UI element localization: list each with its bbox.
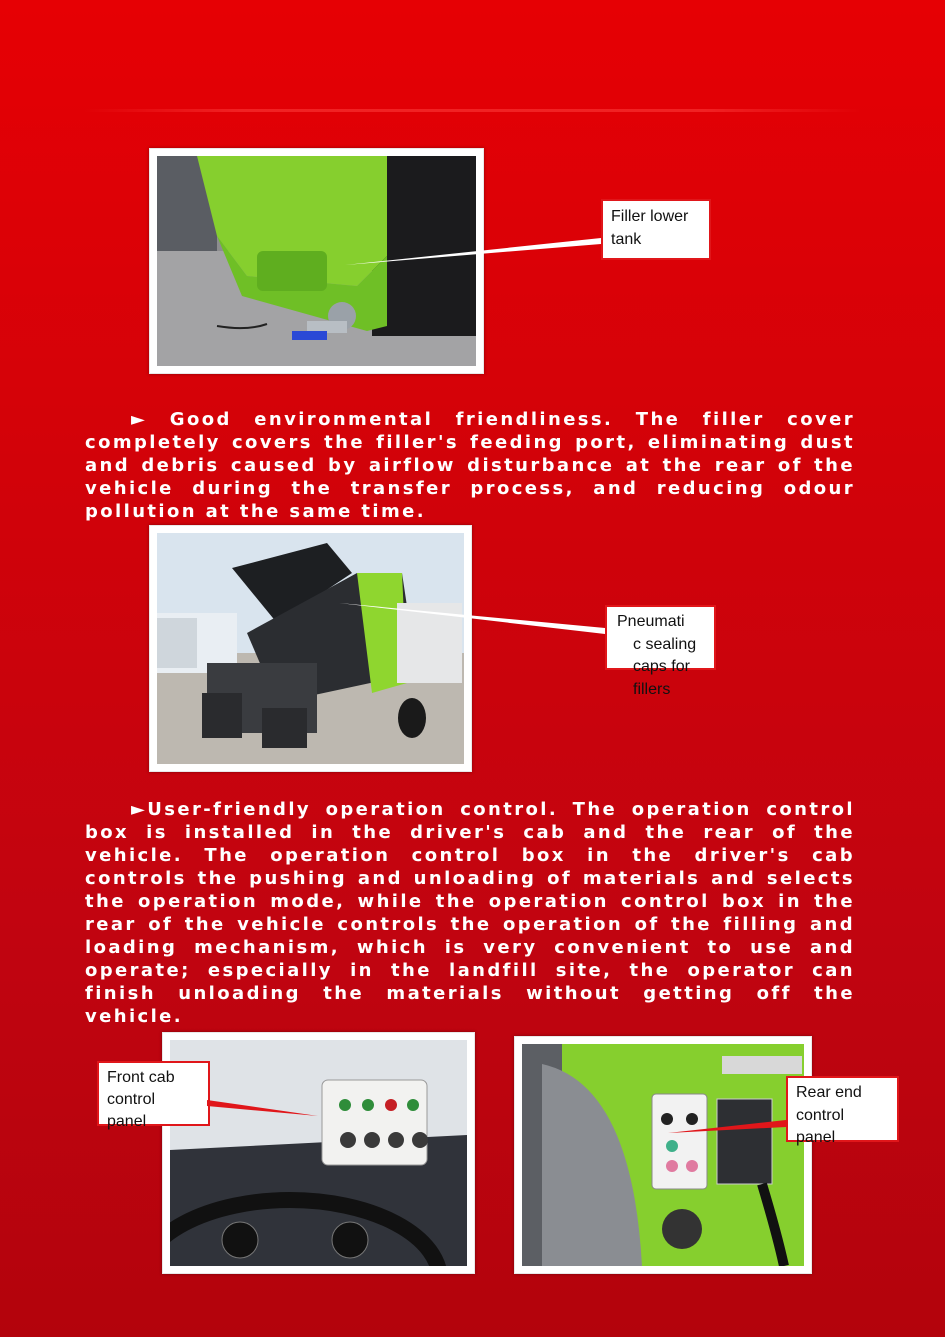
front-cab-image [170, 1040, 467, 1266]
sealing-caps-image [157, 533, 464, 764]
rear-end-image [522, 1044, 804, 1266]
callout-front-cab-control-panel: Front cab control panel [97, 1061, 210, 1126]
bullet-marker: ► [131, 799, 148, 820]
callout-filler-lower-tank: Filler lower tank [601, 199, 711, 260]
header-divider [85, 109, 860, 112]
photo-rear-end-control-panel [514, 1036, 812, 1274]
photo-pneumatic-sealing-caps [149, 525, 472, 772]
callout-rear-end-control-panel: Rear end control panel [786, 1076, 899, 1142]
photo-filler-lower-tank [149, 148, 484, 374]
filler-tank-image [157, 156, 476, 366]
bullet-marker: ► [131, 409, 148, 430]
paragraph-environmental-friendliness: ► Good environmental friendliness. The filler cover completely covers the filler's feeding port, eliminating dust and debris caused by airflow disturbance at the rear of the vehicle during the transfer process, and reducing odour pollution at the same time. [85, 409, 855, 522]
callout-pneumatic-sealing-caps: Pneumati c sealing caps for fillers [605, 605, 716, 670]
paragraph-operation-control: ►User-friendly operation control. The operation control box is installed in the driver's cab and the rear of the vehicle. The operation control box in the driver's cab controls the pushing and unloading of materials and selects the operation mode, while the operation control box in the rear of the vehicle controls the operation of the filling and loading mechanism, which is very convenient to use and operate; especially in the landfill site, the operator can finish unloading the materials without getting off the vehicle. [85, 799, 855, 1027]
